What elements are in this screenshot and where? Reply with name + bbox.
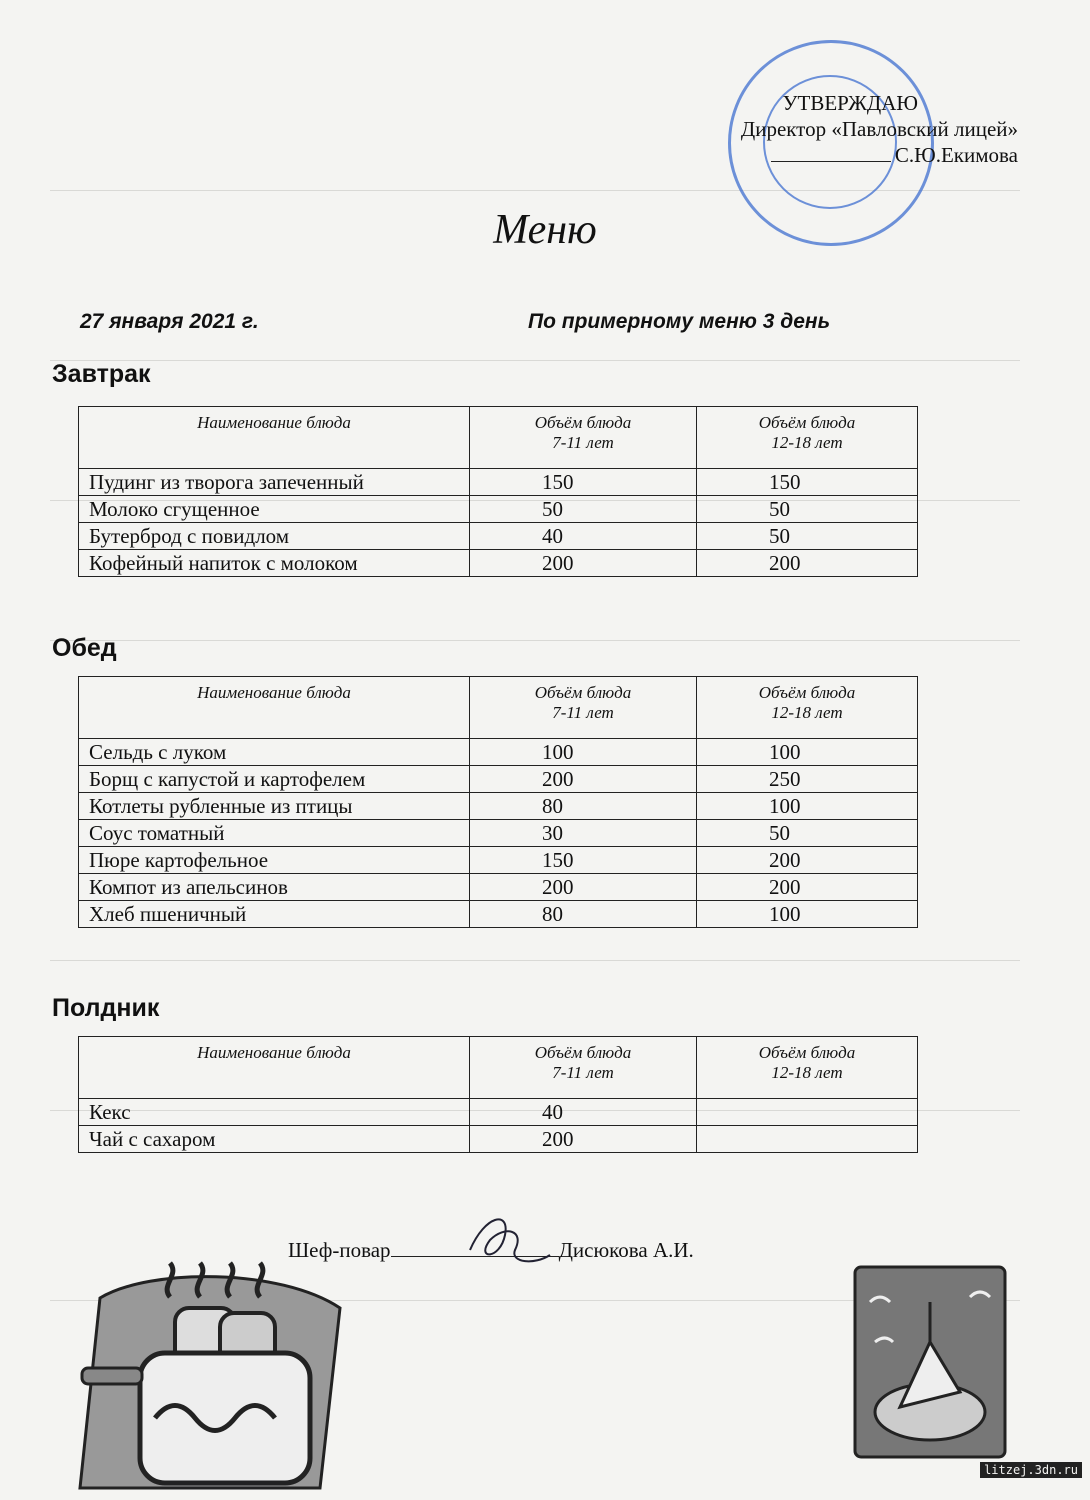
table-row [79,847,918,874]
column-header-volume-7-11 [470,677,697,739]
column-header-dish: Наименование блюда [79,407,470,469]
volume-12-18-cell: 200 [697,874,918,901]
dish-name-cell: Пюре картофельное [79,847,470,874]
volume-7-11-cell: 200 [470,874,697,901]
section-title-lunch: Обед [52,634,117,662]
volume-7-11-cell: 40 [470,1099,697,1126]
table-row [79,739,918,766]
column-header-volume-12-18 [697,677,918,739]
volume-7-11-cell: 40 [470,523,697,550]
column-header-label: Объём блюда [758,1043,856,1062]
column-header-age: 12-18 лет [771,433,843,452]
approval-position: Директор «Павловский лицей» [740,117,1018,141]
menu-reference: По примерному меню 3 день [528,310,831,333]
table-row [79,901,918,928]
column-header-volume-7-11 [470,407,697,469]
dish-name-cell: Кекс [79,1099,470,1126]
chef-name: Дисюкова А.И. [558,1238,694,1262]
volume-12-18-cell: 50 [697,820,918,847]
menu-date: 27 января 2021 г. [80,310,259,333]
table-row [79,1126,918,1153]
approval-block [741,90,1018,168]
table-row [79,820,918,847]
section-title-snack: Полдник [52,994,160,1022]
page-title: Меню [493,207,597,253]
signature-blank [771,161,891,162]
volume-7-11-cell: 200 [470,766,697,793]
column-header-volume-7-11 [470,1037,697,1099]
dish-name-cell: Кофейный напиток с молоком [79,550,470,577]
lunch-table [78,676,918,928]
volume-12-18-cell: 150 [697,469,918,496]
volume-7-11-cell: 150 [470,469,697,496]
dish-name-cell: Борщ с капустой и картофелем [79,766,470,793]
table-row [79,496,918,523]
volume-7-11-cell: 80 [470,901,697,928]
table-row [79,523,918,550]
table-header-row [79,677,918,739]
volume-12-18-cell [697,1126,918,1153]
toaster-clipart-icon [60,1258,360,1494]
dish-name-cell: Молоко сгущенное [79,496,470,523]
volume-7-11-cell: 50 [470,496,697,523]
table-row [79,793,918,820]
table-row [79,766,918,793]
table-row [79,1099,918,1126]
table-row [79,550,918,577]
volume-12-18-cell: 100 [697,793,918,820]
column-header-age: 12-18 лет [771,1063,843,1082]
table-row [79,874,918,901]
snack-table [78,1036,918,1153]
column-header-age: 7-11 лет [552,433,614,452]
table-header-row [79,407,918,469]
dish-name-cell: Пудинг из творога запеченный [79,469,470,496]
table-header-row [79,1037,918,1099]
dish-name-cell: Сельдь с луком [79,739,470,766]
dish-name-cell: Соус томатный [79,820,470,847]
approval-signature-line [741,142,1018,168]
dish-name-cell: Компот из апельсинов [79,874,470,901]
table-row [79,469,918,496]
volume-12-18-cell: 100 [697,901,918,928]
dish-name-cell: Хлеб пшеничный [79,901,470,928]
volume-12-18-cell: 200 [697,847,918,874]
approval-heading: УТВЕРЖДАЮ [782,91,918,115]
column-header-dish: Наименование блюда [79,1037,470,1099]
site-watermark: litzej.3dn.ru [980,1462,1082,1478]
volume-7-11-cell: 150 [470,847,697,874]
volume-12-18-cell: 250 [697,766,918,793]
column-header-label: Объём блюда [758,413,856,432]
volume-12-18-cell: 50 [697,496,918,523]
volume-7-11-cell: 200 [470,1126,697,1153]
handwritten-signature [455,1205,565,1275]
column-header-volume-12-18 [697,407,918,469]
column-header-label: Объём блюда [534,1043,632,1062]
column-header-label: Объём блюда [534,683,632,702]
column-header-dish: Наименование блюда [79,677,470,739]
volume-12-18-cell: 100 [697,739,918,766]
dish-name-cell: Котлеты рубленные из птицы [79,793,470,820]
approval-name: С.Ю.Екимова [894,143,1018,167]
volume-7-11-cell: 100 [470,739,697,766]
volume-12-18-cell: 200 [697,550,918,577]
column-header-label: Объём блюда [534,413,632,432]
cake-clipart-icon [850,1262,1010,1462]
section-title-breakfast: Завтрак [52,360,151,388]
dish-name-cell: Чай с сахаром [79,1126,470,1153]
volume-12-18-cell [697,1099,918,1126]
volume-7-11-cell: 80 [470,793,697,820]
column-header-label: Объём блюда [758,683,856,702]
volume-7-11-cell: 200 [470,550,697,577]
volume-12-18-cell: 50 [697,523,918,550]
chef-label: Шеф-повар [288,1238,391,1262]
column-header-age: 12-18 лет [771,703,843,722]
column-header-volume-12-18 [697,1037,918,1099]
column-header-age: 7-11 лет [552,1063,614,1082]
volume-7-11-cell: 30 [470,820,697,847]
dish-name-cell: Бутерброд с повидлом [79,523,470,550]
column-header-age: 7-11 лет [552,703,614,722]
breakfast-table [78,406,918,577]
